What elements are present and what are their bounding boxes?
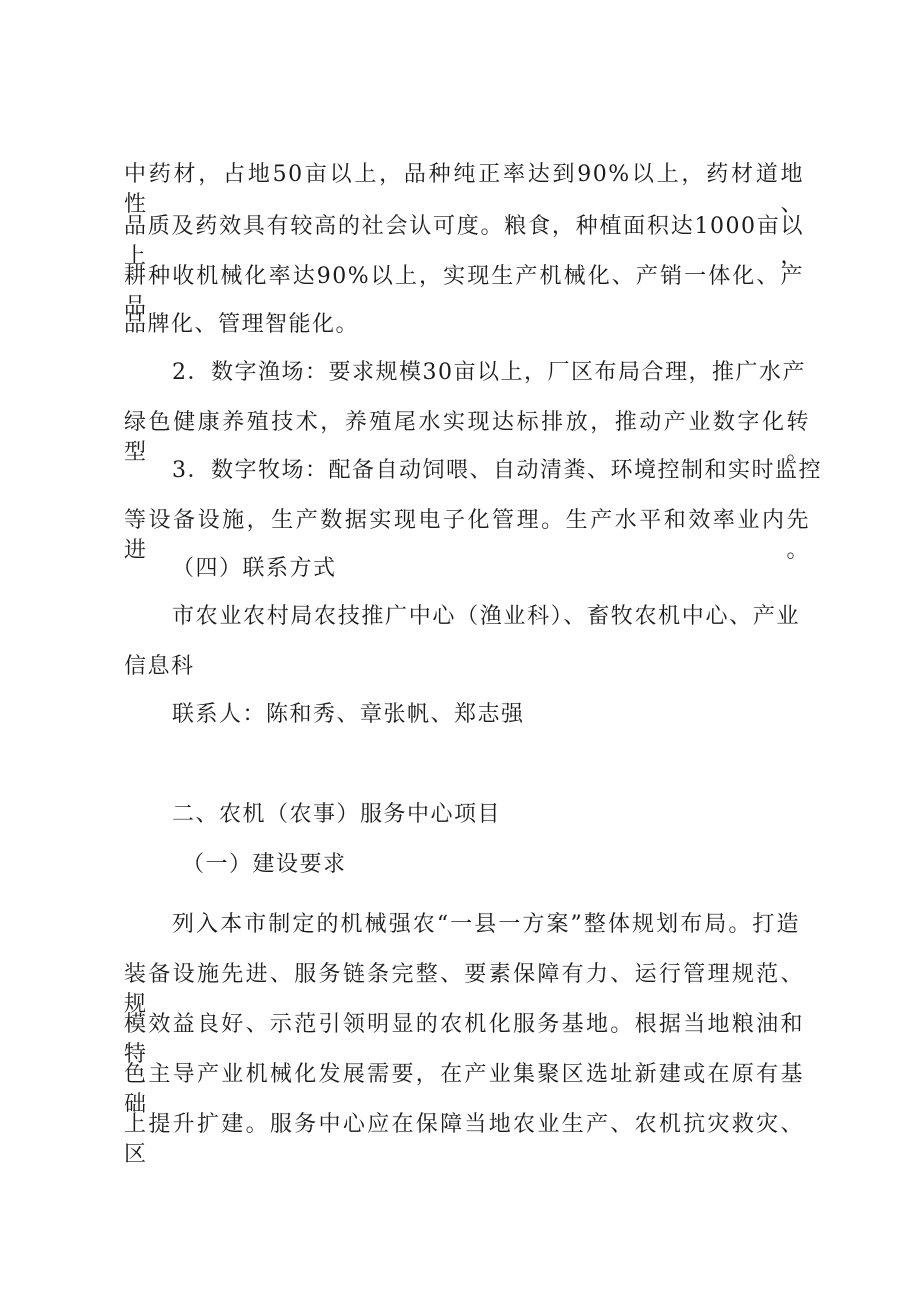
- section-title: 二、农机（农事）服务中心项目: [172, 802, 502, 827]
- paragraph-line: 绿色健康养殖技术，养殖尾水实现达标排放，推动产业数字化转型。: [124, 410, 810, 465]
- paragraph-line: 模效益良好、示范引领明显的农机化服务基地。根据当地粮油和特: [124, 1012, 804, 1067]
- paragraph-line: 2．数字渔场：要求规模30亩以上，厂区布局合理，推广水产: [172, 360, 806, 385]
- paragraph-line: 品牌化、管理智能化。: [124, 312, 360, 337]
- paragraph-line: 信息科: [124, 654, 195, 679]
- paragraph-line: 3．数字牧场：配备自动饲喂、自动清粪、环境控制和实时监控: [172, 458, 822, 483]
- paragraph-line: 中药材，占地50亩以上，品种纯正率达到90%以上，药材道地性、: [124, 162, 804, 217]
- paragraph-line: 耕种收机械化率达90%以上，实现生产机械化、产销一体化、产品: [124, 264, 804, 319]
- section-heading-contact: （四）联系方式: [172, 556, 337, 581]
- paragraph-line: 市农业农村局农技推广中心（渔业科）、畜牧农机中心、产业: [172, 604, 800, 629]
- section-heading-requirements: （一）建设要求: [182, 852, 347, 877]
- contact-people: 联系人：陈和秀、章张帆、郑志强: [172, 702, 525, 727]
- paragraph-line: 列入本市制定的机械强农“一县一方案”整体规划布局。打造: [172, 912, 800, 937]
- paragraph-line: 等设备设施，生产数据实现电子化管理。生产水平和效率业内先进。: [124, 508, 810, 563]
- paragraph-line: 色主导产业机械化发展需要，在产业集聚区选址新建或在原有基础: [124, 1062, 804, 1117]
- paragraph-line: 装备设施先进、服务链条完整、要素保障有力、运行管理规范、规: [124, 962, 804, 1017]
- paragraph-line: 上提升扩建。服务中心应在保障当地农业生产、农机抗灾救灾、区: [124, 1112, 804, 1167]
- paragraph-line: 品质及药效具有较高的社会认可度。粮食，种植面积达1000亩以上，: [124, 214, 804, 269]
